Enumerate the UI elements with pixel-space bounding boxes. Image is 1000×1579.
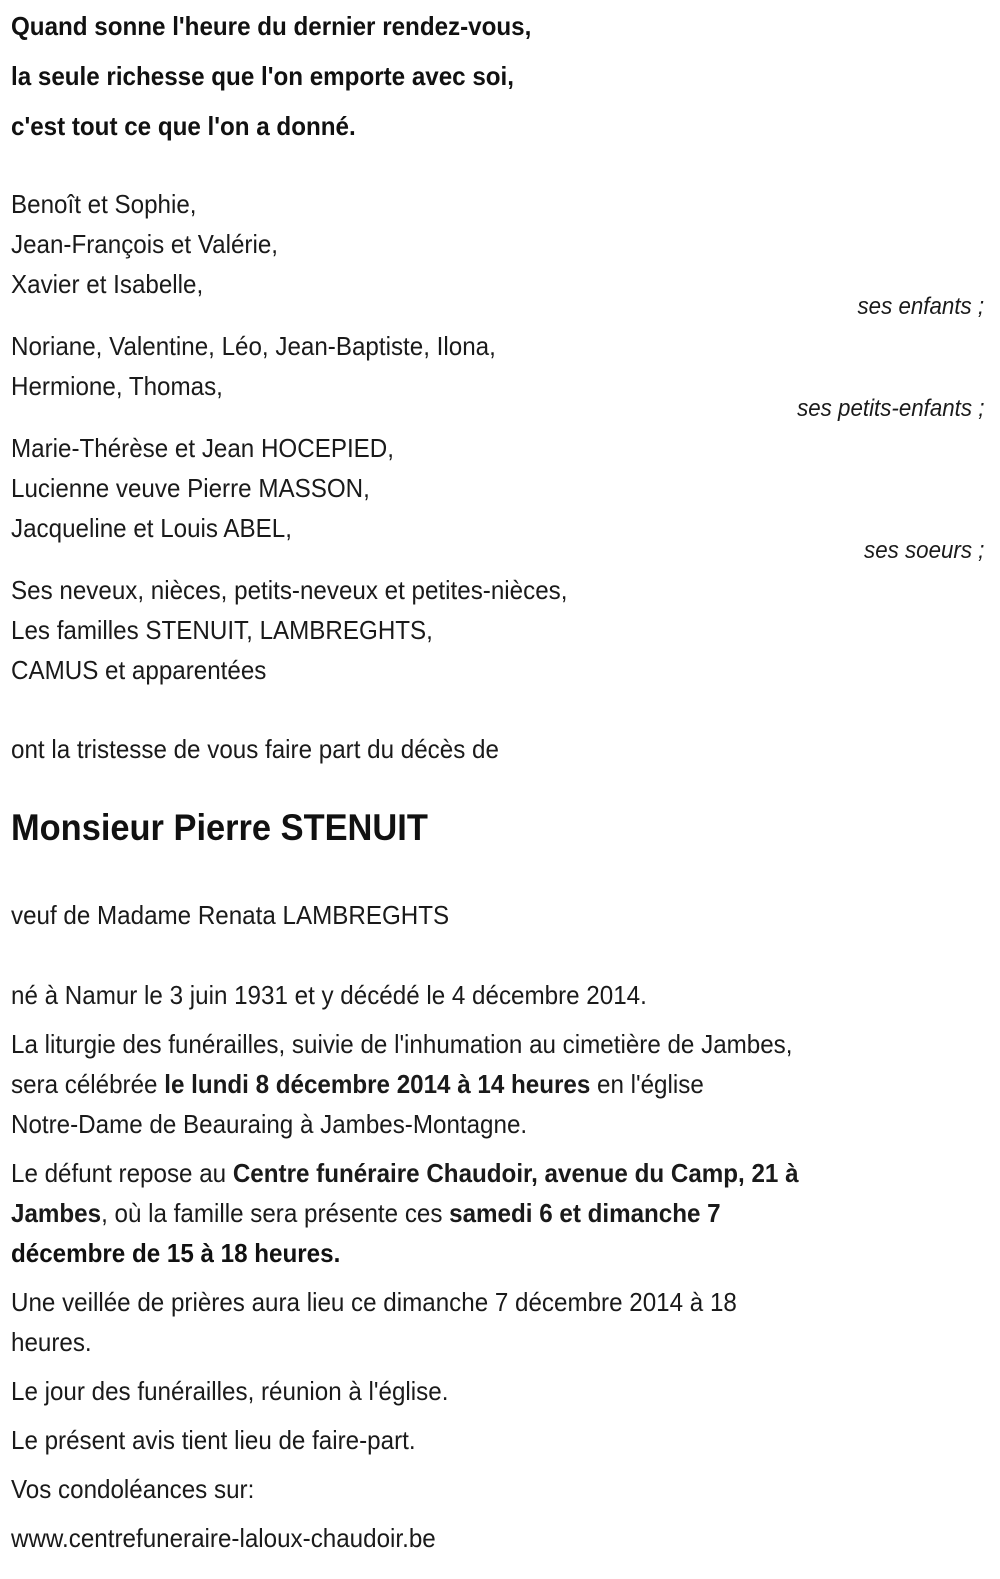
liturgy-pre: sera célébrée <box>11 1069 165 1099</box>
sisters-name-1: Marie-Thérèse et Jean HOCEPIED, <box>11 433 394 463</box>
children-name-2: Jean-François et Valérie, <box>11 229 278 259</box>
repose-pre: Le défunt repose au <box>11 1158 233 1188</box>
liturgy-post: en l'église <box>590 1069 704 1099</box>
condolences-label: Vos condoléances sur: <box>11 1474 255 1504</box>
liturgy-line-1: La liturgie des funérailles, suivie de l'inhumation au cimetière de Jambes, <box>11 1029 793 1059</box>
repose-location-city: Jambes <box>11 1198 102 1228</box>
sisters-name-3: Jacqueline et Louis ABEL, <box>11 513 292 543</box>
vigil-line-2: heures. <box>11 1327 92 1357</box>
epigraph-line-2: la seule richesse que l'on emporte avec soi, <box>11 61 514 91</box>
birth-death: né à Namur le 3 juin 1931 et y décédé le 4 décembre 2014. <box>11 980 647 1010</box>
repose-line-1 <box>11 1158 799 1188</box>
others-line-2: Les familles STENUIT, LAMBREGHTS, <box>11 615 433 645</box>
liturgy-line-2 <box>11 1069 704 1099</box>
widower-of: veuf de Madame Renata LAMBREGHTS <box>11 900 450 930</box>
sisters-relation: ses soeurs ; <box>863 537 984 564</box>
liturgy-datetime: le lundi 8 décembre 2014 à 14 heures <box>164 1069 591 1099</box>
repose-location: Centre funéraire Chaudoir, avenue du Camp, 21 à <box>232 1158 799 1188</box>
liturgy-line-3: Notre-Dame de Beauraing à Jambes-Montagne. <box>11 1109 528 1139</box>
sisters-name-2: Lucienne veuve Pierre MASSON, <box>11 473 370 503</box>
epigraph-line-1: Quand sonne l'heure du dernier rendez-vous, <box>11 11 532 41</box>
epigraph-line-3: c'est tout ce que l'on a donné. <box>11 111 356 141</box>
grandchildren-name-1: Noriane, Valentine, Léo, Jean-Baptiste, Ilona, <box>11 331 496 361</box>
meeting-note: Le jour des funérailles, réunion à l'église. <box>11 1376 449 1406</box>
repose-mid: , où la famille sera présente ces <box>101 1198 450 1228</box>
grandchildren-relation: ses petits-enfants ; <box>796 395 984 422</box>
grandchildren-name-2: Hermione, Thomas, <box>11 371 223 401</box>
repose-line-2 <box>11 1198 721 1228</box>
children-name-3: Xavier et Isabelle, <box>11 269 204 299</box>
repose-line-3: décembre de 15 à 18 heures. <box>11 1238 341 1268</box>
announcement: ont la tristesse de vous faire part du décès de <box>11 734 499 764</box>
deceased-name: Monsieur Pierre STENUIT <box>11 807 428 848</box>
condolences-url[interactable]: www.centrefuneraire-laloux-chaudoir.be <box>11 1523 436 1553</box>
others-line-3: CAMUS et apparentées <box>11 655 267 685</box>
children-relation: ses enfants ; <box>857 293 984 320</box>
others-line-1: Ses neveux, nièces, petits-neveux et petites-nièces, <box>11 575 568 605</box>
repose-days: samedi 6 et dimanche 7 <box>449 1198 721 1228</box>
vigil-line-1: Une veillée de prières aura lieu ce dimanche 7 décembre 2014 à 18 <box>11 1287 737 1317</box>
children-name-1: Benoît et Sophie, <box>11 189 197 219</box>
notice: Le présent avis tient lieu de faire-part. <box>11 1425 416 1455</box>
